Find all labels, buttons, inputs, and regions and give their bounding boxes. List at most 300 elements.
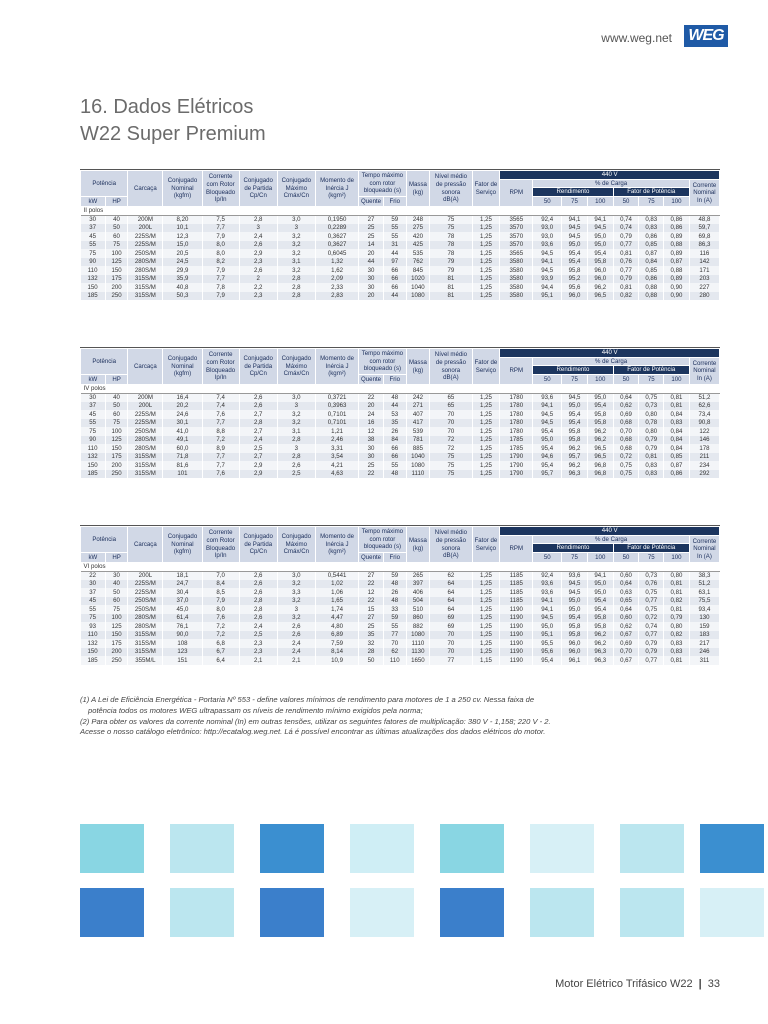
table-cell: 24,5 [163, 258, 202, 267]
table-cell: 59 [383, 614, 406, 623]
table-cell: 7,9 [202, 266, 239, 275]
table-cell: 1,25 [472, 402, 500, 411]
table-cell: 30 [359, 444, 384, 453]
table-cell: 0,62 [613, 622, 639, 631]
table-cell: 2,6 [277, 461, 315, 470]
table-cell: 51,2 [689, 393, 719, 402]
table-cell: 55 [81, 419, 106, 428]
table-cell: 1,25 [472, 444, 500, 453]
table-cell: 2,1 [277, 656, 315, 665]
header-potencia: Potência [81, 349, 128, 375]
nivel_ruido-line: dB(A) [443, 374, 459, 382]
table-cell: 50 [105, 402, 128, 411]
table-cell: 40 [105, 393, 128, 402]
table-cell: 75 [105, 419, 128, 428]
table-cell: 3,2 [277, 249, 315, 258]
table-row [81, 648, 720, 657]
table-cell: 12 [359, 588, 384, 597]
table-cell: 26 [383, 427, 406, 436]
table-cell: 2,2 [239, 283, 277, 292]
table-cell: 22 [359, 393, 384, 402]
table-cell: 64 [430, 588, 472, 597]
table-cell: 225S/M [128, 410, 163, 419]
header-massa [406, 171, 430, 207]
table-cell: 3,3 [277, 588, 315, 597]
table-cell: 20 [359, 249, 384, 258]
decorative-square [170, 824, 234, 873]
header-voltage: 440 V [500, 349, 720, 358]
table-cell: 2,3 [239, 292, 277, 301]
table-cell: 96,2 [587, 631, 613, 640]
table-cell: 33 [383, 605, 406, 614]
table-cell: 35,9 [163, 275, 202, 284]
table-cell: 25 [359, 461, 384, 470]
table-cell: 65 [430, 402, 472, 411]
table-cell: 40,8 [163, 283, 202, 292]
table-cell: 78 [430, 232, 472, 241]
table-cell: 2,8 [277, 283, 315, 292]
table-cell: 1080 [406, 631, 430, 640]
tempo_maximo-line: com rotor [369, 357, 396, 365]
table-cell: 110 [81, 631, 106, 640]
table-cell: 50 [359, 656, 384, 665]
corrente_rotor-line: Bloqueado [206, 366, 236, 374]
table-cell: 18,1 [163, 571, 202, 580]
table-cell: 130 [689, 614, 719, 623]
conjugado_maximo-line: Conjugado [281, 177, 312, 185]
table-cell: 51,2 [689, 580, 719, 589]
table-cell: 2,5 [239, 444, 277, 453]
table-cell: 6,8 [202, 639, 239, 648]
table-cell: 93,6 [533, 580, 562, 589]
table-cell: 0,83 [639, 224, 664, 233]
massa-line: Massa [408, 181, 427, 188]
table-cell: 3,2 [277, 614, 315, 623]
table-cell: 44 [383, 249, 406, 258]
table-cell: 225S/M [128, 419, 163, 428]
table-cell: 22 [359, 470, 384, 479]
table-cell: 95,4 [587, 402, 613, 411]
table-cell: 3,2 [277, 232, 315, 241]
table-cell: 25 [359, 622, 384, 631]
table-cell: 70 [430, 410, 472, 419]
table-cell: 55 [81, 241, 106, 250]
table-cell: 66 [383, 444, 406, 453]
table-cell: 315S/M [128, 639, 163, 648]
table-cell: 2,4 [239, 232, 277, 241]
table-cell: 8,8 [202, 427, 239, 436]
decorative-square [700, 824, 764, 873]
table-cell: 234 [689, 461, 719, 470]
table-cell: 1,25 [472, 224, 500, 233]
table-cell: 0,90 [664, 292, 690, 301]
table-cell: 0,3627 [315, 241, 358, 250]
table-cell: 2,7 [239, 410, 277, 419]
table-cell: 55 [81, 605, 106, 614]
table-cell: 123 [163, 648, 202, 657]
footer-title: Motor Elétrico Trifásico W22 [555, 978, 693, 990]
table-row [81, 588, 720, 597]
table-cell: 1650 [406, 656, 430, 665]
table-cell: 1110 [406, 470, 430, 479]
table-cell: 96,8 [587, 461, 613, 470]
table-cell: 1190 [500, 631, 533, 640]
table-cell: 1,25 [472, 266, 500, 275]
table-cell: 25 [359, 224, 384, 233]
table-cell: 38 [359, 436, 384, 445]
table-cell: 355M/L [128, 656, 163, 665]
table-cell: 185 [81, 292, 106, 301]
conjugado_nominal-line: Nominal [171, 540, 194, 548]
conjugado_maximo-line: Cmáx/Cn [283, 548, 310, 556]
table-cell: 7,4 [202, 393, 239, 402]
table-cell: 95,0 [562, 597, 588, 606]
table-cell: 171 [689, 266, 719, 275]
table-cell: 2,7 [239, 453, 277, 462]
table-cell: 94,5 [533, 614, 562, 623]
header-voltage: 440 V [500, 527, 720, 536]
header-load-pct: 75 [639, 375, 664, 385]
table-cell: 150 [105, 631, 128, 640]
table-row [81, 614, 720, 623]
table-cell: 1,15 [472, 656, 500, 665]
table-cell: 0,60 [613, 614, 639, 623]
table-cell: 50 [105, 588, 128, 597]
table-cell: 110 [81, 266, 106, 275]
nivel_ruido-line: sonora [441, 188, 461, 196]
table-cell: 0,69 [613, 639, 639, 648]
header-massa [406, 527, 430, 563]
table-cell: 92,4 [533, 571, 562, 580]
conjugado_nominal-line: (kgfm) [173, 192, 192, 200]
table-cell: 93,6 [533, 393, 562, 402]
corrente_nominal-line: Nominal [693, 367, 716, 375]
table-cell: 0,69 [613, 410, 639, 419]
header-load-pct: 75 [562, 553, 588, 563]
table-cell: 64 [430, 597, 472, 606]
header-load-pct: 50 [533, 553, 562, 563]
table-cell: 95,4 [533, 656, 562, 665]
header-nivel-ruido [430, 349, 472, 385]
table-cell: 248 [406, 215, 430, 224]
conjugado_partida-line: Conjugado [243, 177, 273, 185]
table-cell: 280S/M [128, 258, 163, 267]
table-cell: 4,47 [315, 614, 358, 623]
header-corrente-nominal [689, 357, 719, 385]
table-cell: 3,2 [277, 410, 315, 419]
table-cell: 95,0 [562, 402, 588, 411]
table-cell: 55 [383, 224, 406, 233]
table-cell: 3 [277, 605, 315, 614]
table-cell: 1,74 [315, 605, 358, 614]
table-cell: 1,25 [472, 470, 500, 479]
table-row [81, 453, 720, 462]
table-cell: 7,5 [202, 215, 239, 224]
table-cell: 94,1 [533, 258, 562, 267]
product-heading: W22 Super Premium [80, 123, 266, 145]
table-cell: 420 [406, 232, 430, 241]
table-cell: 510 [406, 605, 430, 614]
table-cell: 60 [105, 232, 128, 241]
table-row [81, 571, 720, 580]
table-cell: 1190 [500, 622, 533, 631]
table-cell: 1,25 [472, 275, 500, 284]
table-cell: 1785 [500, 444, 533, 453]
table-cell: 1,25 [472, 631, 500, 640]
table-cell: 73,4 [689, 410, 719, 419]
table-row [81, 410, 720, 419]
conjugado_nominal-line: Conjugado [167, 177, 198, 185]
table-cell: 95,7 [562, 453, 588, 462]
table-cell: 315S/M [128, 631, 163, 640]
table-cell: 539 [406, 427, 430, 436]
header-rpm: RPM [500, 179, 533, 207]
table-cell: 30 [359, 453, 384, 462]
table-cell: 55 [383, 461, 406, 470]
table-cell: 1185 [500, 571, 533, 580]
header-voltage: 440 V [500, 171, 720, 180]
table-cell: 90 [81, 258, 106, 267]
table-cell: 62 [383, 648, 406, 657]
table-cell: 132 [81, 453, 106, 462]
table-cell: 7,4 [202, 402, 239, 411]
corrente_nominal-line: In (A) [696, 374, 712, 382]
table-row [81, 232, 720, 241]
table-cell: 200L [128, 224, 163, 233]
table-row [81, 249, 720, 258]
table-cell: 2,09 [315, 275, 358, 284]
table-cell: 12 [359, 427, 384, 436]
header-load-pct: 75 [639, 553, 664, 563]
table-cell: 0,77 [613, 241, 639, 250]
table-cell: 69,8 [689, 232, 719, 241]
table-cell: 95,6 [562, 283, 588, 292]
table-cell: 0,82 [613, 292, 639, 301]
table-cell: 0,81 [664, 588, 690, 597]
table-cell: 78 [430, 241, 472, 250]
table-cell: 2,6 [239, 266, 277, 275]
table-row [81, 275, 720, 284]
header-momento-inercia [315, 349, 358, 385]
table-cell: 0,72 [639, 614, 664, 623]
header-rpm: RPM [500, 535, 533, 563]
table-cell: 59,7 [689, 224, 719, 233]
table-cell: 95,0 [587, 393, 613, 402]
table-cell: 1,25 [472, 393, 500, 402]
electrical-data-table [80, 526, 720, 665]
table-cell: 95,1 [533, 631, 562, 640]
table-cell: 38,3 [689, 571, 719, 580]
table-cell: 280S/M [128, 436, 163, 445]
table-cell: 225S/M [128, 241, 163, 250]
table-cell: 92,4 [533, 215, 562, 224]
table-cell: 2,3 [239, 639, 277, 648]
header-corrente-rotor [202, 171, 239, 207]
decorative-square [260, 888, 324, 937]
decorative-square [440, 824, 504, 873]
header-load-pct: 50 [613, 553, 639, 563]
table-cell: 2,7 [239, 427, 277, 436]
momento_inercia-line: Momento de [320, 177, 354, 185]
table-cell: 6,7 [202, 648, 239, 657]
table-cell: 1040 [406, 453, 430, 462]
table-cell: 48,8 [689, 215, 719, 224]
table-cell: 0,70 [613, 648, 639, 657]
momento_inercia-line: Inércia J [325, 362, 349, 370]
table-cell: 70 [430, 419, 472, 428]
table-cell: 50 [105, 224, 128, 233]
note-catalog: Acesse o nosso catálogo eletrônico: http://ecatalog.weg.net. Lá é possível encontrar as últimas atualizações dos dados elétricos do motor. [80, 727, 546, 737]
header-load-pct: 100 [587, 375, 613, 385]
table-row [81, 622, 720, 631]
header-quente: Quente [359, 197, 384, 207]
table-cell: 48 [383, 470, 406, 479]
header-conjugado-maximo [277, 349, 315, 385]
table-cell: 69 [430, 622, 472, 631]
table-cell: 2,6 [277, 631, 315, 640]
momento_inercia-line: (kgm²) [328, 192, 346, 200]
section-heading: 16. Dados Elétricos [80, 96, 254, 118]
table-cell: 1190 [500, 656, 533, 665]
table-cell: 3 [239, 224, 277, 233]
table-cell: 2,9 [239, 249, 277, 258]
table-cell: 178 [689, 444, 719, 453]
table-cell: 3570 [500, 224, 533, 233]
table-cell: 95,4 [533, 461, 562, 470]
pole-label: II polos [81, 207, 720, 216]
table-cell: 96,5 [587, 453, 613, 462]
table-cell: 0,65 [613, 597, 639, 606]
table-cell: 271 [406, 402, 430, 411]
header-hp: HP [105, 197, 128, 207]
header-conjugado-nominal [163, 349, 202, 385]
table-cell: 1185 [500, 597, 533, 606]
decorative-square [620, 888, 684, 937]
tempo_maximo-line: bloqueado (s) [363, 543, 402, 551]
table-cell: 150 [105, 266, 128, 275]
fator_servico-line: Serviço [475, 544, 497, 552]
table-cell: 3,0 [277, 393, 315, 402]
table-cell: 27 [359, 215, 384, 224]
table-cell: 280S/M [128, 444, 163, 453]
table-cell: 75,5 [689, 597, 719, 606]
table-cell: 75 [430, 453, 472, 462]
table-cell: 40 [105, 215, 128, 224]
table-cell: 0,86 [664, 470, 690, 479]
header-momento-inercia [315, 527, 358, 563]
corrente_nominal-line: Corrente [692, 181, 717, 189]
table-cell: 2,6 [239, 393, 277, 402]
conjugado_maximo-line: Máximo [285, 184, 308, 192]
table-cell: 225S/M [128, 588, 163, 597]
table-cell: 1,65 [315, 597, 358, 606]
table-cell: 97 [383, 258, 406, 267]
momento_inercia-line: (kgm²) [328, 548, 346, 556]
table-cell: 1040 [406, 283, 430, 292]
table-cell: 96,3 [587, 656, 613, 665]
table-cell: 175 [105, 275, 128, 284]
table-cell: 94,5 [587, 224, 613, 233]
table-cell: 110 [383, 656, 406, 665]
table-cell: 96,2 [587, 436, 613, 445]
table-cell: 0,68 [613, 444, 639, 453]
table-row [81, 419, 720, 428]
table-cell: 1,25 [472, 232, 500, 241]
fator_servico-line: Fator de [474, 181, 498, 188]
table-cell: 75 [430, 461, 472, 470]
table-cell: 35 [359, 631, 384, 640]
table-cell: 2,5 [239, 631, 277, 640]
table-cell: 1,25 [472, 580, 500, 589]
table-cell: 0,78 [639, 419, 664, 428]
table-cell: 250S/M [128, 597, 163, 606]
table-cell: 96,0 [562, 648, 588, 657]
conjugado_maximo-line: Conjugado [281, 533, 312, 541]
header-massa [406, 349, 430, 385]
table-cell: 1,21 [315, 427, 358, 436]
table-cell: 66 [383, 453, 406, 462]
table-cell: 315S/M [128, 453, 163, 462]
conjugado_maximo-line: Cmáx/Cn [283, 370, 310, 378]
table-cell: 0,87 [664, 258, 690, 267]
header-momento-inercia [315, 171, 358, 207]
table-row [81, 444, 720, 453]
table-cell: 1,25 [472, 410, 500, 419]
weg-logo: WEG [684, 25, 728, 47]
table-cell: 7,59 [315, 639, 358, 648]
page-title [80, 94, 266, 148]
decorative-square [80, 824, 144, 873]
table-cell: 2,46 [315, 436, 358, 445]
website-url[interactable]: www.weg.net [601, 31, 672, 45]
table-cell: 0,75 [613, 470, 639, 479]
table-cell: 95,4 [533, 427, 562, 436]
header-carcaca: Carcaça [128, 349, 163, 385]
table-cell: 81 [430, 283, 472, 292]
table-cell: 3570 [500, 241, 533, 250]
table-cell: 3,2 [277, 419, 315, 428]
table-cell: 0,79 [639, 639, 664, 648]
header-corrente-nominal [689, 179, 719, 207]
table-cell: 2,8 [239, 419, 277, 428]
header-carcaca: Carcaça [128, 171, 163, 207]
corrente_rotor-line: Corrente [208, 173, 233, 181]
decorative-square [350, 888, 414, 937]
conjugado_nominal-line: Nominal [171, 184, 194, 192]
table-cell: 75 [430, 470, 472, 479]
conjugado_maximo-line: Conjugado [281, 355, 312, 363]
table-cell: 1,25 [472, 648, 500, 657]
table-cell: 1110 [406, 639, 430, 648]
table-cell: 0,83 [664, 419, 690, 428]
nivel_ruido-line: de pressão [435, 537, 466, 544]
table-cell: 16,4 [163, 393, 202, 402]
table-cell: 200M [128, 215, 163, 224]
table-row [81, 215, 720, 224]
table-cell: 0,77 [639, 656, 664, 665]
table-cell: 142 [689, 258, 719, 267]
table-cell: 95,0 [533, 436, 562, 445]
table-cell: 72 [430, 444, 472, 453]
table-row [81, 292, 720, 301]
decorative-square [170, 888, 234, 937]
table-cell: 7,2 [202, 622, 239, 631]
header-nivel-ruido [430, 171, 472, 207]
table-cell: 84 [383, 436, 406, 445]
table-cell: 8,2 [202, 258, 239, 267]
table-cell: 35 [383, 419, 406, 428]
table-cell: 311 [689, 656, 719, 665]
